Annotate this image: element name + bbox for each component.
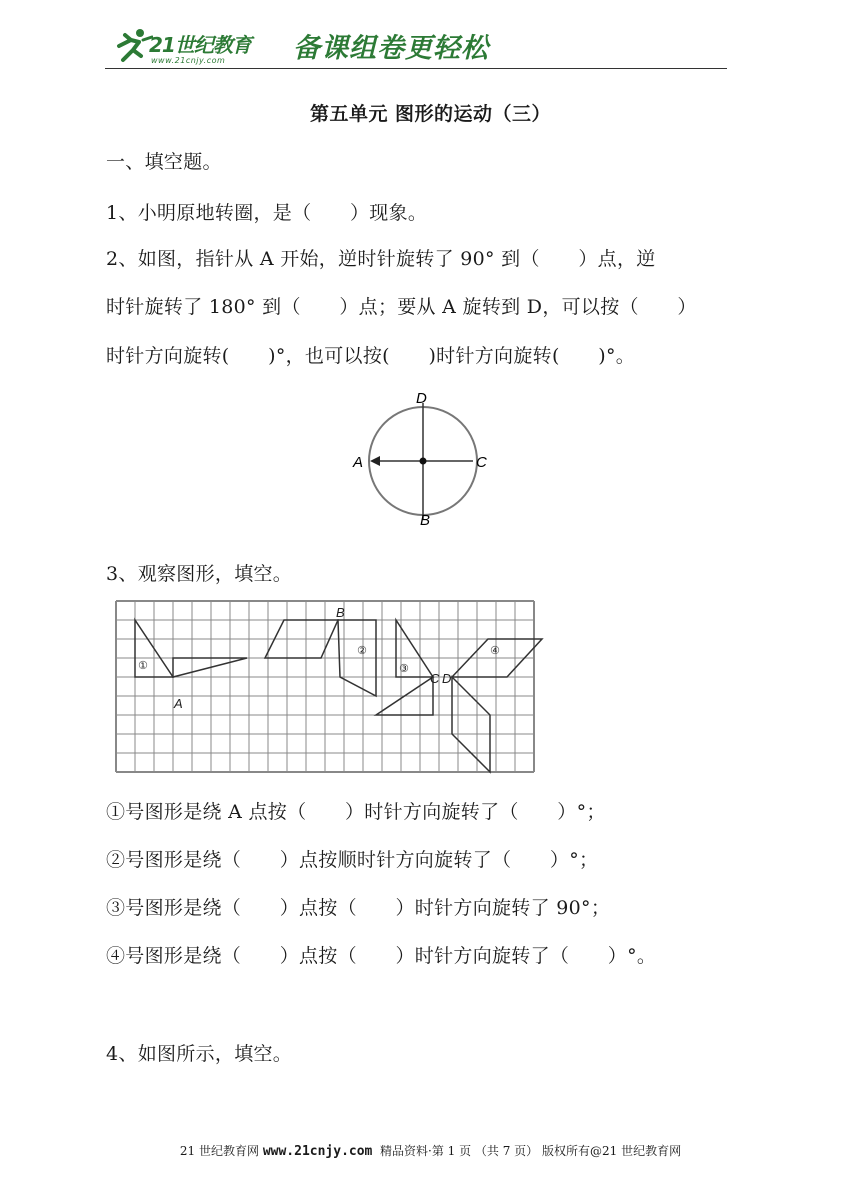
- question-2-line-2: 时针旋转了 180° 到（ ）点；要从 A 旋转到 D，可以按（ ）: [106, 296, 697, 318]
- pointer-arrowhead-icon: [370, 456, 380, 466]
- shape-1-rotated-triangle: [173, 658, 247, 677]
- shape-2-number: ②: [357, 644, 367, 657]
- page-footer: [0, 1142, 861, 1159]
- square-grid: [116, 601, 534, 772]
- question-2-line-1: 2、如图，指针从 A 开始，逆时针旋转了 90° 到（ ）点，逆: [106, 248, 656, 270]
- grid-rotation-figure: [112, 598, 548, 776]
- logo-name: 21世纪教育: [149, 33, 251, 57]
- footer-site-link[interactable]: www.21cnjy.com: [262, 1144, 373, 1159]
- label-c: C: [430, 671, 440, 686]
- page-title: 第五单元 图形的运动（三）: [309, 103, 552, 125]
- shape-3-number: ③: [399, 662, 409, 675]
- label-d: D: [442, 671, 452, 686]
- shape-1-number: ①: [138, 659, 148, 672]
- label-a: A: [174, 696, 183, 711]
- question-2-line-3: 时针方向旋转( )°，也可以按( )时针方向旋转( )°。: [106, 345, 636, 367]
- logo-url: www.21cnjy.com: [151, 56, 226, 65]
- runner-logo-icon: [113, 26, 153, 66]
- question-3-item-4: ④号图形是绕（ ）点按（ ）时针方向旋转了（ ）°。: [106, 945, 657, 967]
- section-heading: 一、填空题。: [106, 151, 222, 173]
- label-c: C: [476, 454, 487, 471]
- label-a: A: [353, 454, 364, 471]
- question-3-prompt: 3、观察图形，填空。: [106, 563, 293, 585]
- question-3-item-3: ③号图形是绕（ ）点按（ ）时针方向旋转了 90°；: [106, 897, 611, 919]
- question-4: 4、如图所示，填空。: [106, 1043, 293, 1065]
- footer-suffix: 精品资料·第 1 页 （共 7 页） 版权所有@21 世纪教育网: [372, 1144, 682, 1158]
- label-d: D: [416, 390, 427, 407]
- footer-prefix: 21 世纪教育网: [179, 1144, 263, 1158]
- question-1: 1、小明原地转圈，是（ ）现象。: [106, 202, 428, 224]
- label-b: B: [420, 512, 431, 528]
- dial-center: [420, 458, 427, 465]
- shape-4-number: ④: [490, 644, 500, 657]
- header-slogan: 备课组卷更轻松: [293, 33, 489, 64]
- question-3-item-1: ①号图形是绕 A 点按（ ）时针方向旋转了（ ）°；: [106, 801, 606, 823]
- label-b: B: [336, 605, 345, 620]
- page-header: [105, 22, 727, 72]
- question-3-item-2: ②号图形是绕（ ）点按顺时针方向旋转了（ ）°；: [106, 849, 599, 871]
- header-divider: [105, 68, 727, 69]
- rotation-dial-figure: [350, 388, 495, 528]
